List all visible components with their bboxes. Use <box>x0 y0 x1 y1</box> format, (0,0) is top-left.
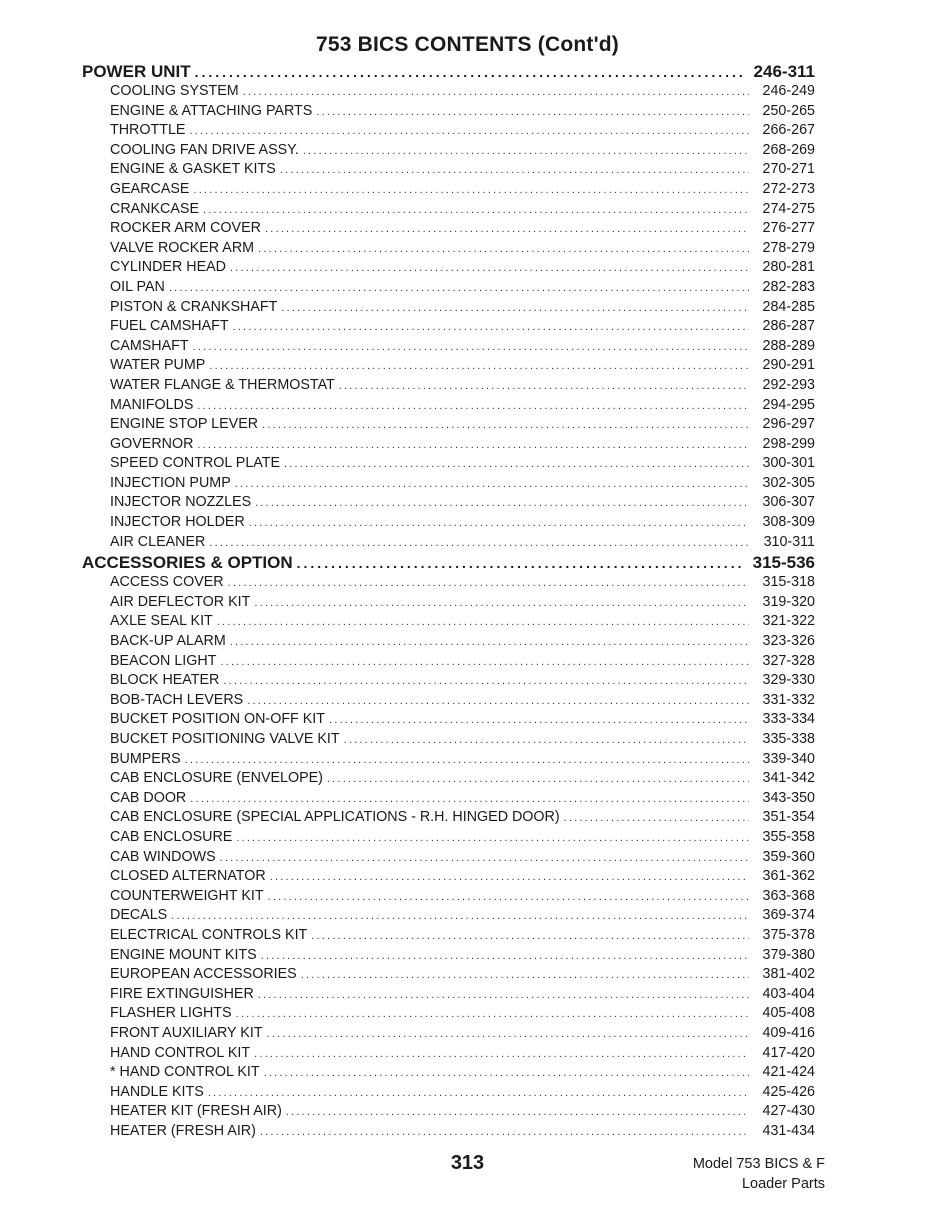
entry-title: ELECTRICAL CONTROLS KIT <box>110 926 308 943</box>
entry-title: EUROPEAN ACCESSORIES <box>110 966 297 983</box>
toc-entry <box>82 259 815 279</box>
entry-title: CAB ENCLOSURE <box>110 828 233 845</box>
toc-entry <box>82 1123 815 1143</box>
entry-page-range: 369-374 <box>762 907 815 924</box>
entry-title: GOVERNOR <box>110 435 194 452</box>
toc-entry <box>82 868 815 888</box>
entry-title: CYLINDER HEAD <box>110 259 226 276</box>
entry-page-range: 417-420 <box>762 1044 815 1061</box>
entry-title: CLOSED ALTERNATOR <box>110 868 266 885</box>
toc-entry <box>82 514 815 534</box>
dot-leader <box>316 106 749 118</box>
toc-entry <box>82 279 815 299</box>
toc-entry <box>82 494 815 514</box>
entry-title: VALVE ROCKER ARM <box>110 239 255 256</box>
entry-page-range: 282-283 <box>762 278 815 295</box>
dot-leader <box>220 656 749 668</box>
dot-leader <box>262 419 749 431</box>
footer-model-info <box>693 1154 825 1194</box>
entry-title: ACCESS COVER <box>110 574 224 591</box>
toc-entry <box>82 653 815 673</box>
toc-entry <box>82 574 815 594</box>
entry-page-range: 315-318 <box>762 574 815 591</box>
entry-page-range: 409-416 <box>762 1024 815 1041</box>
dot-leader <box>230 636 749 648</box>
toc-entry <box>82 338 815 358</box>
dot-leader <box>208 1087 749 1099</box>
dot-leader <box>284 458 749 470</box>
dot-leader <box>228 577 749 589</box>
entry-page-range: 339-340 <box>762 750 815 767</box>
toc-entry <box>82 475 815 495</box>
dot-leader <box>190 793 749 805</box>
toc-entry <box>82 672 815 692</box>
dot-leader <box>236 832 749 844</box>
section-page-range: 246-311 <box>753 62 815 81</box>
dot-leader <box>230 262 749 274</box>
entry-page-range: 331-332 <box>762 691 815 708</box>
dot-leader <box>268 891 749 903</box>
entry-page-range: 327-328 <box>762 652 815 669</box>
entry-page-range: 361-362 <box>762 868 815 885</box>
entry-title: BUMPERS <box>110 750 181 767</box>
dot-leader <box>197 400 749 412</box>
entry-page-range: 341-342 <box>762 770 815 787</box>
dot-leader <box>344 734 749 746</box>
dot-leader <box>280 164 749 176</box>
entry-title: HANDLE KITS <box>110 1083 204 1100</box>
toc-entry <box>82 809 815 829</box>
toc-entry <box>82 142 815 162</box>
entry-page-range: 375-378 <box>762 926 815 943</box>
dot-leader <box>329 714 749 726</box>
section-title: POWER UNIT <box>82 62 191 81</box>
dot-leader <box>247 695 749 707</box>
entry-page-range: 405-408 <box>762 1005 815 1022</box>
entry-title: COOLING FAN DRIVE ASSY. <box>110 141 299 158</box>
dot-leader <box>264 1067 749 1079</box>
entry-title: INJECTOR NOZZLES <box>110 494 252 511</box>
entry-page-range: 333-334 <box>762 711 815 728</box>
entry-page-range: 276-277 <box>762 220 815 237</box>
entry-title: ROCKER ARM COVER <box>110 220 261 237</box>
entry-title: BOB-TACH LEVERS <box>110 691 244 708</box>
dot-leader <box>254 1048 749 1060</box>
toc-entry <box>82 103 815 123</box>
dot-leader <box>169 282 749 294</box>
entry-title: BUCKET POSITIONING VALVE KIT <box>110 731 340 747</box>
toc-entry <box>82 122 815 142</box>
entry-title: AIR DEFLECTOR KIT <box>110 593 251 610</box>
dot-leader <box>236 1008 749 1020</box>
entry-page-range: 274-275 <box>762 200 815 217</box>
toc-entry <box>82 357 815 377</box>
entry-page-range: 272-273 <box>762 180 815 197</box>
toc-entry <box>82 436 815 456</box>
entry-title: HAND CONTROL KIT <box>110 1044 251 1061</box>
entry-title: SPEED CONTROL PLATE <box>110 455 281 472</box>
entry-title: FIRE EXTINGUISHER <box>110 985 254 1002</box>
entry-page-range: 335-338 <box>762 731 815 747</box>
footer-line-2: Loader Parts <box>741 1176 825 1192</box>
entry-page-range: 296-297 <box>762 416 815 433</box>
entry-title: OIL PAN <box>110 278 165 295</box>
dot-leader <box>564 812 749 824</box>
dot-leader <box>339 380 749 392</box>
entry-title: ENGINE MOUNT KITS <box>110 946 257 963</box>
dot-leader <box>260 1126 749 1138</box>
entry-title: ENGINE & GASKET KITS <box>110 161 276 178</box>
entry-page-range: 323-326 <box>762 633 815 650</box>
dot-leader <box>281 302 749 314</box>
toc-entry <box>82 1005 815 1025</box>
dot-leader <box>267 1028 749 1040</box>
dot-leader <box>209 537 749 549</box>
toc-entry <box>82 1045 815 1065</box>
dot-leader <box>220 852 749 864</box>
entry-page-range: 425-426 <box>762 1083 815 1100</box>
dot-leader <box>243 86 749 98</box>
dot-leader <box>185 754 749 766</box>
section-page-range: 315-536 <box>752 553 815 573</box>
entry-page-range: 379-380 <box>762 946 815 963</box>
section-heading <box>82 62 815 83</box>
toc-entry <box>82 161 815 181</box>
entry-page-range: 284-285 <box>762 298 815 315</box>
toc-entry <box>82 927 815 947</box>
entry-page-range: 306-307 <box>762 494 815 511</box>
entry-title: COOLING SYSTEM <box>110 83 239 99</box>
entry-title: COUNTERWEIGHT KIT <box>110 887 264 904</box>
toc-entry <box>82 711 815 731</box>
toc-entry <box>82 849 815 869</box>
toc-entry <box>82 397 815 417</box>
entry-title: FRONT AUXILIARY KIT <box>110 1024 263 1041</box>
table-of-contents <box>82 62 815 1142</box>
toc-entry <box>82 1084 815 1104</box>
entry-title: INJECTION PUMP <box>110 474 231 491</box>
entry-title: CAB ENCLOSURE (ENVELOPE) <box>110 770 323 787</box>
toc-entry <box>82 1025 815 1045</box>
entry-title: CAB DOOR <box>110 789 187 806</box>
entry-title: PISTON & CRANKSHAFT <box>110 298 278 315</box>
entry-page-range: 246-249 <box>762 83 815 99</box>
toc-entry <box>82 1103 815 1123</box>
toc-entry <box>82 240 815 260</box>
dot-leader <box>197 439 749 451</box>
toc-entry <box>82 731 815 751</box>
toc-entry <box>82 751 815 771</box>
dot-leader <box>258 243 749 255</box>
entry-page-range: 363-368 <box>762 887 815 904</box>
page-number: 313 <box>450 1152 485 1174</box>
entry-page-range: 278-279 <box>762 239 815 256</box>
toc-entry <box>82 220 815 240</box>
page-title: 753 BICS CONTENTS (Cont'd) <box>315 33 620 56</box>
entry-page-range: 250-265 <box>762 102 815 119</box>
entry-page-range: 286-287 <box>762 318 815 335</box>
entry-page-range: 288-289 <box>762 337 815 354</box>
dot-leader <box>249 517 749 529</box>
toc-entry <box>82 416 815 436</box>
entry-title: GEARCASE <box>110 180 190 197</box>
entry-title: WATER FLANGE & THERMOSTAT <box>110 376 335 393</box>
toc-entry <box>82 633 815 653</box>
dot-leader <box>301 969 749 981</box>
entry-title: BUCKET POSITION ON-OFF KIT <box>110 711 325 728</box>
entry-title: INJECTOR HOLDER <box>110 514 245 531</box>
entry-title: WATER PUMP <box>110 357 206 374</box>
entry-page-range: 294-295 <box>762 396 815 413</box>
entry-page-range: 431-434 <box>762 1122 815 1139</box>
dot-leader <box>261 950 749 962</box>
entry-title: BEACON LIGHT <box>110 652 217 669</box>
entry-title: AXLE SEAL KIT <box>110 613 213 630</box>
entry-title: ENGINE STOP LEVER <box>110 416 259 433</box>
dot-leader <box>217 616 749 628</box>
entry-page-range: 280-281 <box>762 259 815 276</box>
entry-page-range: 270-271 <box>762 161 815 178</box>
entry-title: FLASHER LIGHTS <box>110 1005 232 1022</box>
entry-page-range: 351-354 <box>762 809 815 826</box>
entry-title: CAB ENCLOSURE (SPECIAL APPLICATIONS - R.H. HINGED DOOR) <box>110 809 560 826</box>
toc-entry <box>82 534 815 554</box>
toc-entry <box>82 829 815 849</box>
dot-leader <box>223 675 749 687</box>
toc-entry <box>82 83 815 103</box>
toc-entry <box>82 986 815 1006</box>
toc-entry <box>82 692 815 712</box>
entry-title: CRANKCASE <box>110 200 199 217</box>
entry-title: ENGINE & ATTACHING PARTS <box>110 102 313 119</box>
entry-page-range: 321-322 <box>762 613 815 630</box>
toc-entry <box>82 201 815 221</box>
entry-title: AIR CLEANER <box>110 533 206 550</box>
toc-entry <box>82 770 815 790</box>
entry-page-range: 427-430 <box>762 1103 815 1120</box>
dot-leader <box>286 1106 749 1118</box>
toc-entry <box>82 790 815 810</box>
entry-page-range: 310-311 <box>763 533 815 550</box>
toc-entry <box>82 907 815 927</box>
dot-leader <box>311 930 749 942</box>
entry-page-range: 343-350 <box>762 789 815 806</box>
dot-leader <box>254 597 749 609</box>
dot-leader <box>233 321 749 333</box>
entry-title: CAMSHAFT <box>110 337 189 354</box>
entry-page-range: 355-358 <box>762 828 815 845</box>
entry-title: * HAND CONTROL KIT <box>110 1064 260 1081</box>
dot-leader <box>209 360 749 372</box>
entry-page-range: 359-360 <box>762 848 815 865</box>
toc-entry <box>82 1064 815 1084</box>
entry-page-range: 421-424 <box>762 1064 815 1081</box>
dot-leader <box>189 125 749 137</box>
entry-title: DECALS <box>110 907 168 924</box>
section-title: ACCESSORIES & OPTION <box>82 553 293 573</box>
dot-leader <box>235 478 749 490</box>
toc-entry <box>82 594 815 614</box>
entry-page-range: 302-305 <box>762 474 815 491</box>
entry-page-range: 292-293 <box>762 376 815 393</box>
dot-leader <box>193 341 749 353</box>
entry-title: MANIFOLDS <box>110 396 194 413</box>
dot-leader <box>297 555 743 571</box>
dot-leader <box>303 145 749 157</box>
entry-page-range: 329-330 <box>762 672 815 689</box>
toc-entry <box>82 377 815 397</box>
dot-leader <box>265 223 749 235</box>
entry-title: CAB WINDOWS <box>110 848 216 865</box>
toc-entry <box>82 966 815 986</box>
dot-leader <box>270 871 749 883</box>
entry-page-range: 290-291 <box>762 357 815 374</box>
toc-entry <box>82 318 815 338</box>
entry-title: BACK-UP ALARM <box>110 633 226 650</box>
entry-page-range: 381-402 <box>762 966 815 983</box>
section-heading <box>82 553 815 574</box>
dot-leader <box>195 64 744 80</box>
entry-title: HEATER KIT (FRESH AIR) <box>110 1103 282 1120</box>
entry-page-range: 268-269 <box>762 141 815 158</box>
entry-page-range: 266-267 <box>762 122 815 139</box>
toc-entry <box>82 181 815 201</box>
dot-leader <box>193 184 749 196</box>
toc-entry <box>82 613 815 633</box>
entry-title: HEATER (FRESH AIR) <box>110 1122 256 1139</box>
dot-leader <box>203 204 749 216</box>
entry-page-range: 308-309 <box>762 514 815 531</box>
dot-leader <box>327 773 749 785</box>
entry-title: BLOCK HEATER <box>110 672 220 689</box>
toc-entry <box>82 888 815 908</box>
entry-page-range: 300-301 <box>762 455 815 472</box>
entry-page-range: 319-320 <box>762 593 815 610</box>
entry-title: THROTTLE <box>110 122 186 139</box>
entry-page-range: 298-299 <box>762 435 815 452</box>
footer-line-1: Model 753 BICS & F <box>692 1156 825 1172</box>
dot-leader <box>258 989 749 1001</box>
toc-entry <box>82 299 815 319</box>
dot-leader <box>171 910 749 922</box>
toc-entry <box>82 455 815 475</box>
entry-page-range: 403-404 <box>762 985 815 1002</box>
dot-leader <box>255 497 749 509</box>
toc-entry <box>82 947 815 967</box>
entry-title: FUEL CAMSHAFT <box>110 318 229 335</box>
